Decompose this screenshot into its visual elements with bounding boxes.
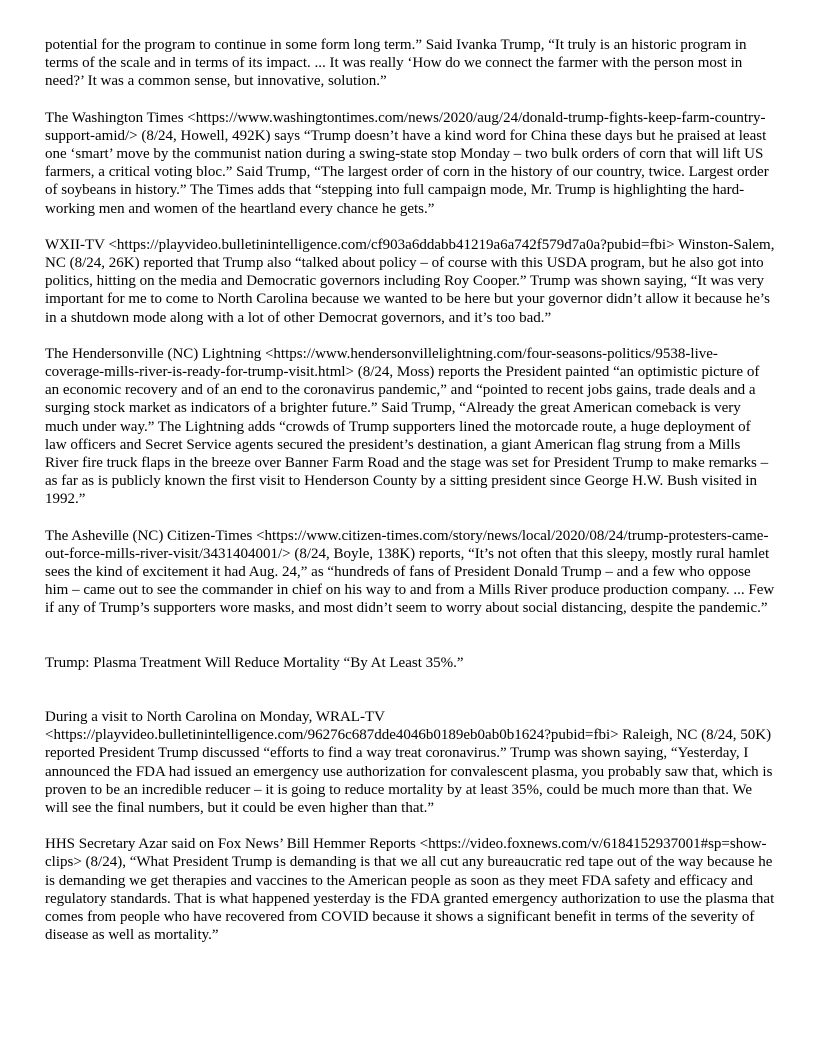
paragraph-wral-tv: During a visit to North Carolina on Monday, WRAL-TV <https://playvideo.bulletinintelligence.com/96276c687dde4046b0189eb0ab0b1624?pubid=fbi> Raleigh, NC (8/24, 50K) reported President Trump discussed “efforts to find a way treat coronavirus.” Trump was shown saying, “Yesterday, I announced the FDA had issued an emergency use authorization for convalescent plasma, you probably saw that, which is proven to be an incredible reducer – it is going to reduce mortality by at least 35%, could be much more than that. We will see the final numbers, but it could be even higher than that.” bbox=[45, 708, 773, 816]
paragraph-wxii-tv: WXII-TV <https://playvideo.bulletinintelligence.com/cf903a6ddabb41219a6a742f579d7a0a?pubid=fbi> Winston-Salem, NC (8/24, 26K) reported that Trump also “talked about policy – of course with this USDA program, but he also got into politics, hitting on the media and Democratic governors including Roy Cooper.” Trump was shown saying, “It was very important for me to come to North Carolina because we wanted to be here but your governor didn’t allow it because he’s in a shutdown mode along with a lot of other Democrat governors, and it’s too bad.” bbox=[45, 236, 775, 326]
paragraph-ivanka-quote: potential for the program to continue in some form long term.” Said Ivanka Trump, “It truly is an historic program in terms of the scale and in terms of its impact. ... It was really ‘How do we connect the farmer with the person most in need?’ It was a common sense, but innovative, solution.” bbox=[45, 37, 747, 90]
paragraph-hhs-azar: HHS Secretary Azar said on Fox News’ Bill Hemmer Reports <https://video.foxnews.com/v/6184152937001#sp=show-clips> (8/24), “What President Trump is demanding is that we all cut any bureaucratic red tape out of the way because he is demanding we get therapies and vaccines to the American people as soon as they meet FDA safety and efficacy and regulatory standards. That is what happened yesterday is the FDA granted emergency authorization to use the plasma that comes from people who have recovered from COVID because it shows a significant benefit in terms of the severity of disease as well as mortality.” bbox=[45, 836, 775, 944]
paragraph-washington-times: The Washington Times <https://www.washingtontimes.com/news/2020/aug/24/donald-trump-fights-keep-farm-country-support-amid/> (8/24, Howell, 492K) says “Trump doesn’t have a kind word for China these days but he praised at least one ‘smart’ move by the communist nation during a swing-state stop Monday – two bulk orders of corn that will lift US farmers, a critical voting bloc.” Said Trump, “The largest order of corn in the history of our country, twice. Largest order of soybeans in history.” The Times adds that “stepping into full campaign mode, Mr. Trump is highlighting the hard-working men and women of the heartland every chance he gets.” bbox=[45, 109, 769, 217]
paragraph-hendersonville-lightning: The Hendersonville (NC) Lightning <https://www.hendersonvillelightning.com/four-seasons-politics/9538-live-coverage-mills-river-is-ready-for-trump-visit.html> (8/24, Moss) reports the President painted “an optimistic picture of an economic recovery and of an end to the coronavirus pandemic,” and “pointed to recent jobs gains, trade deals and a surging stock market as indicators of a brighter future.” Said Trump, “Already the great American comeback is very much under way.” The Lightning adds “crowds of Trump supporters lined the motorcade route, a huge deployment of law officers and Secret Service agents secured the president’s destination, a giant American flag strung from a Mills River fire truck flaps in the breeze over Banner Farm Road and the stage was set for President Trump to make remarks – as far as is publicly known the first visit to Henderson County by a sitting president since George H.W. Bush visited in 1992.” bbox=[45, 345, 769, 508]
paragraph-asheville-citizen-times: The Asheville (NC) Citizen-Times <https://www.citizen-times.com/story/news/local/2020/08/24/trump-protesters-came-out-force-mills-river-visit/3431404001/> (8/24, Boyle, 138K) reports, “It’s not often that this sleepy, mostly rural hamlet sees the kind of excitement it had Aug. 24,” as “hundreds of fans of President Donald Trump – and a few who oppose him – came out to see the commander in chief on his way to and from a Mills River produce production company. ... Few if any of Trump’s supporters wore masks, and most didn’t seem to worry about social distancing, despite the pandemic.” bbox=[45, 527, 775, 617]
section-headline: Trump: Plasma Treatment Will Reduce Mortality “By At Least 35%.” bbox=[45, 654, 464, 671]
document-page bbox=[45, 36, 775, 962]
